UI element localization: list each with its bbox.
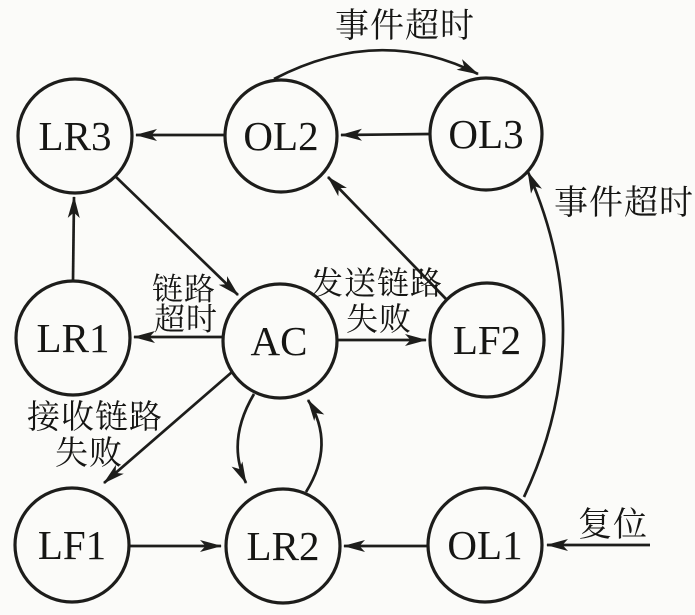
edge-lr2-to-ac — [306, 400, 322, 492]
node-lr2 — [226, 489, 340, 603]
node-ol3-label: OL3 — [448, 111, 524, 157]
node-lr1-label: LR1 — [36, 315, 110, 361]
edge-ol2-to-ol3 — [274, 50, 478, 79]
node-ol1-label: OL1 — [447, 522, 523, 568]
label-recv-link-fail-line1: 接收链路 — [27, 400, 163, 436]
label-send-link-fail-line1: 发送链路 — [310, 265, 444, 301]
node-lf1-label: LF1 — [37, 522, 107, 568]
edge-ol3-to-ol2 — [341, 134, 430, 135]
node-ol2 — [225, 80, 337, 192]
node-lr1 — [16, 281, 130, 395]
label-link-timeout-line1: 链路 — [152, 272, 216, 307]
label-link-timeout-line2: 超时 — [154, 302, 218, 337]
node-lf1 — [15, 488, 129, 602]
node-lf2-label: LF2 — [452, 317, 522, 363]
label-event-timeout-right: 事件超时 — [554, 185, 694, 222]
label-reset: 复位 — [578, 507, 648, 544]
edge-lr1-to-lr3 — [73, 197, 74, 281]
node-ol3 — [430, 78, 542, 190]
node-ol2-label: OL2 — [243, 113, 319, 159]
node-lf2 — [430, 283, 544, 397]
label-send-link-fail-line2: 失败 — [345, 301, 413, 337]
label-recv-link-fail-line2: 失败 — [55, 436, 123, 472]
node-ac — [223, 284, 337, 398]
edge-ac-to-lr2 — [238, 394, 254, 483]
label-event-timeout-top: 事件超时 — [335, 8, 475, 45]
node-ac-label: AC — [250, 318, 308, 364]
node-lr3-label: LR3 — [38, 113, 112, 159]
node-lr3 — [18, 79, 132, 193]
node-ol1 — [428, 488, 542, 602]
node-lr2-label: LR2 — [246, 523, 320, 569]
